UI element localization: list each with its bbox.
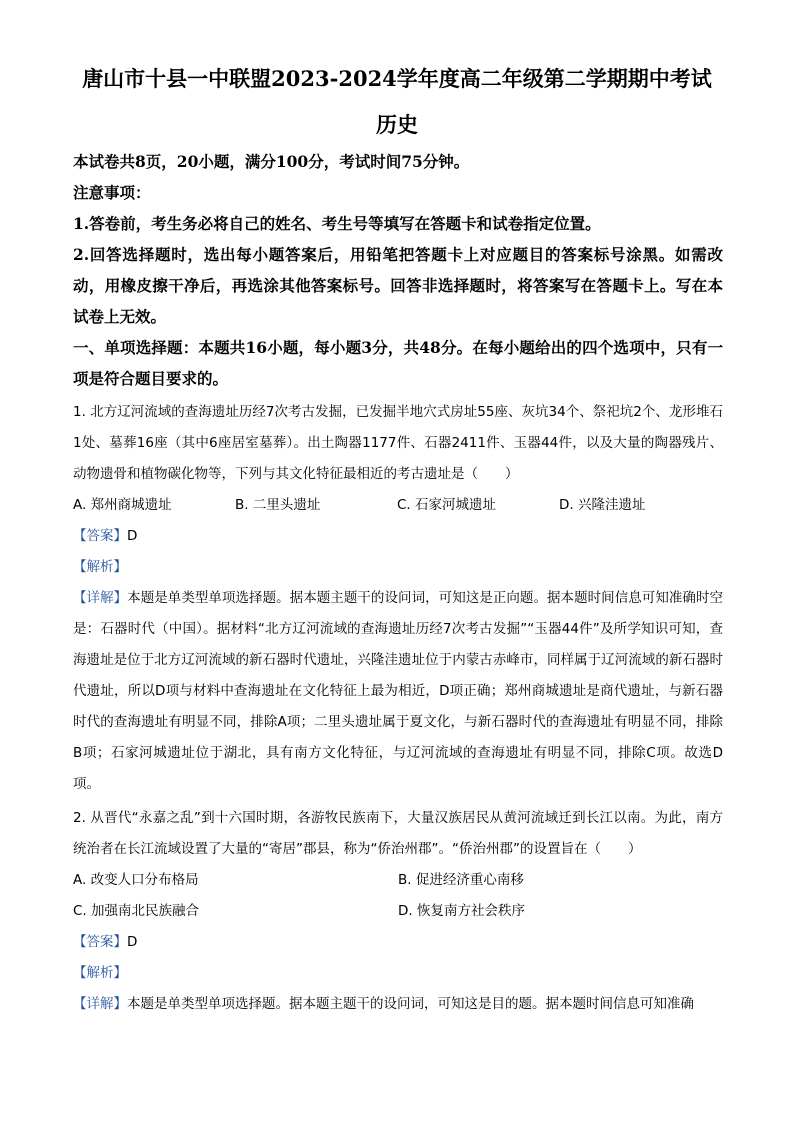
detail-text: 本题是单类型单项选择题。据本题主题干的设问词，可知这是目的题。据本题时间信息可知准确 [127, 996, 694, 1012]
notice-item-1: 1.答卷前，考生务必将自己的姓名、考生号等填写在答题卡和试卷指定位置。 [73, 214, 601, 233]
page-content [73, 146, 723, 1020]
question-1-option-d: D. 兴隆洼遗址 [559, 497, 646, 513]
question-1-option-c: C. 石家河城遗址 [397, 497, 497, 513]
question-2-option-d: D. 恢复南方社会秩序 [398, 903, 525, 919]
answer-label: 【答案】 [73, 528, 127, 544]
notice-item-2: 2.回答选择题时，选出每小题答案后，用铅笔把答题卡上对应题目的答案标号涂黑。如需改动，用橡皮擦干净后，再选涂其他答案标号。回答非选择题时，将答案写在答题卡上。写在本试卷上无效。 [73, 245, 723, 326]
detail-label: 【详解】 [73, 590, 128, 606]
question-1-answer [73, 521, 723, 552]
question-2-detail [73, 989, 723, 1020]
detail-label: 【详解】 [73, 996, 127, 1012]
question-2-option-c: C. 加强南北民族融合 [73, 903, 200, 919]
answer-value: D [127, 934, 138, 950]
question-2-options-row-1 [73, 865, 723, 896]
question-2-answer [73, 927, 723, 958]
analysis-label: 【解析】 [73, 559, 127, 575]
subject-title: 历史 [376, 112, 418, 137]
detail-text: 本题是单类型单项选择题。据本题主题干的设问词，可知这是正向题。据本题时间信息可知准确时空是：石器时代（中国）。据材料“北方辽河流域的查海遗址历经7次考古发掘”“玉器44件”及所学知识可知，查海遗址是位于北方辽河流域的新石器时代遗址，兴隆洼遗址位于内蒙古赤峰市，同样属于辽河流域的新石器时代遗址，所以D项与材料中查海遗址在文化特征上最为相近，D项正确；郑州商城遗址是商代遗址，与新石器时代的查海遗址有明显不同，排除A项；二里头遗址属于夏文化，与新石器时代的查海遗址有明显不同，排除B项；石家河城遗址位于湖北，具有南方文化特征，与辽河流域的查海遗址有明显不同，排除C项。故选D项。 [73, 590, 724, 792]
question-2-option-b: B. 促进经济重心南移 [398, 872, 524, 888]
exam-title: 唐山市十县一中联盟2023-2024学年度高二年级第二学期期中考试 [82, 66, 712, 91]
question-2-analysis [73, 958, 723, 989]
answer-label: 【答案】 [73, 934, 127, 950]
question-1-detail [73, 583, 723, 800]
question-2-option-a: A. 改变人口分布格局 [73, 872, 199, 888]
question-1-option-b: B. 二里头遗址 [235, 497, 321, 513]
question-1-stem: 1. 北方辽河流域的查海遗址历经7次考古发掘，已发掘半地穴式房址55座、灰坑34个、祭祀坑2个、龙形堆石1处、墓葬16座（其中6座居室墓葬）。出土陶器1177件、石器2411件、玉器44件，以及大量的陶器残片、动物遗骨和植物碳化物等，下列与其文化特征最相近的考古遗址是（ ） [73, 404, 723, 482]
notice-heading: 注意事项： [73, 183, 151, 202]
exam-summary: 本试卷共8页，20小题，满分100分，考试时间75分钟。 [73, 152, 470, 171]
question-1-analysis [73, 552, 723, 583]
question-2-options-row-2 [73, 896, 723, 927]
section-heading: 一、单项选择题：本题共16小题，每小题3分，共48分。在每小题给出的四个选项中，只有一项是符合题目要求的。 [73, 338, 723, 388]
question-2-stem: 2. 从晋代“永嘉之乱”到十六国时期，各游牧民族南下，大量汉族居民从黄河流域迁到长江以南。为此，南方统治者在长江流域设置了大量的“寄居”郡县，称为“侨治州郡”。“侨治州郡”的设置旨在（ ） [73, 810, 723, 857]
question-1-option-a: A. 郑州商城遗址 [73, 497, 172, 513]
analysis-label: 【解析】 [73, 965, 127, 981]
answer-value: D [127, 528, 138, 544]
question-1-options [73, 490, 723, 521]
